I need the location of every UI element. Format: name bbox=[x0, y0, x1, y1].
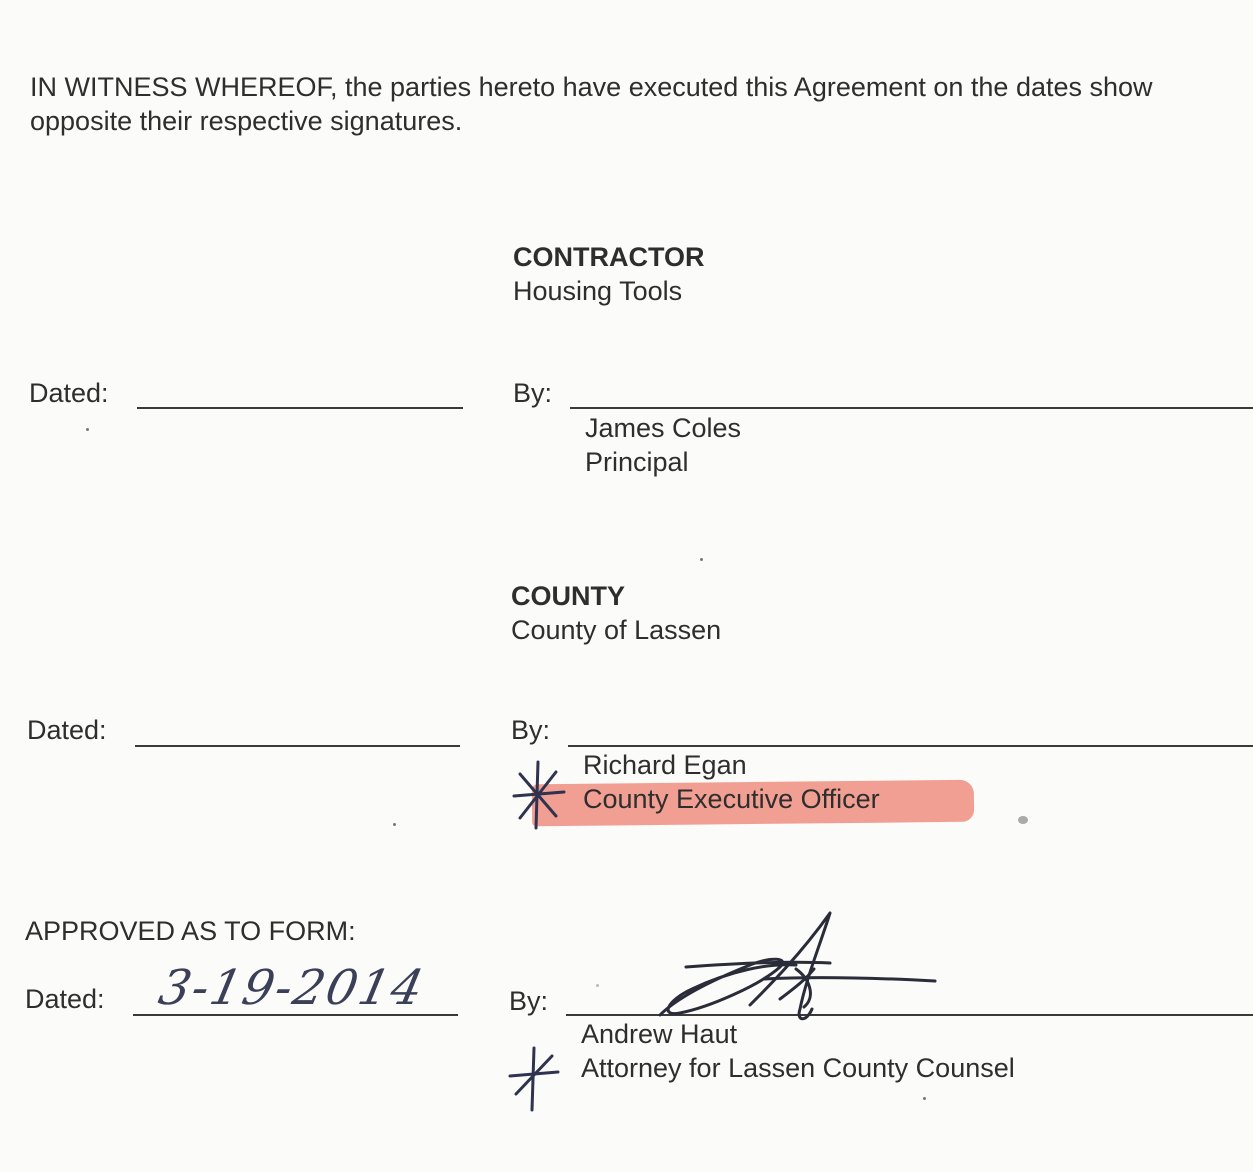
contractor-date-line[interactable] bbox=[137, 407, 463, 409]
county-signature-line[interactable] bbox=[568, 745, 1253, 747]
handwritten-signature-icon bbox=[600, 905, 950, 1035]
approval-dated-label: Dated: bbox=[25, 984, 105, 1014]
preamble-line-2: opposite their respective signatures. bbox=[30, 106, 463, 136]
county-dated-label: Dated: bbox=[27, 715, 107, 745]
scan-speck bbox=[700, 558, 703, 561]
county-signer-title: County Executive Officer bbox=[583, 784, 880, 814]
scan-speck bbox=[86, 428, 89, 431]
handwritten-date: 3-19-2014 bbox=[154, 960, 431, 1016]
county-by-label: By: bbox=[511, 715, 551, 745]
scan-speck bbox=[596, 984, 599, 987]
county-heading: COUNTY bbox=[511, 581, 625, 611]
scan-speck bbox=[923, 1097, 926, 1100]
county-org: County of Lassen bbox=[511, 615, 722, 645]
approval-signer-name: Andrew Haut bbox=[581, 1019, 738, 1049]
county-date-line[interactable] bbox=[135, 745, 460, 747]
approval-signer-title: Attorney for Lassen County Counsel bbox=[581, 1053, 1015, 1083]
asterisk-mark-icon bbox=[506, 1044, 562, 1114]
contractor-signer-title: Principal bbox=[585, 447, 689, 477]
approval-by-label: By: bbox=[509, 986, 549, 1016]
contractor-org: Housing Tools bbox=[513, 276, 683, 306]
scan-speck bbox=[1018, 816, 1028, 824]
contractor-signer-name: James Coles bbox=[585, 413, 742, 443]
asterisk-mark-icon bbox=[508, 758, 568, 832]
county-signer-name: Richard Egan bbox=[583, 750, 747, 780]
contractor-heading: CONTRACTOR bbox=[513, 242, 705, 272]
contractor-dated-label: Dated: bbox=[29, 378, 109, 408]
contractor-signature-line[interactable] bbox=[570, 407, 1253, 409]
contractor-by-label: By: bbox=[513, 378, 553, 408]
scan-speck bbox=[393, 823, 396, 826]
preamble-line-1: IN WITNESS WHEREOF, the parties hereto have executed this Agreement on the dates show bbox=[30, 72, 1153, 102]
approval-heading: APPROVED AS TO FORM: bbox=[25, 916, 356, 946]
